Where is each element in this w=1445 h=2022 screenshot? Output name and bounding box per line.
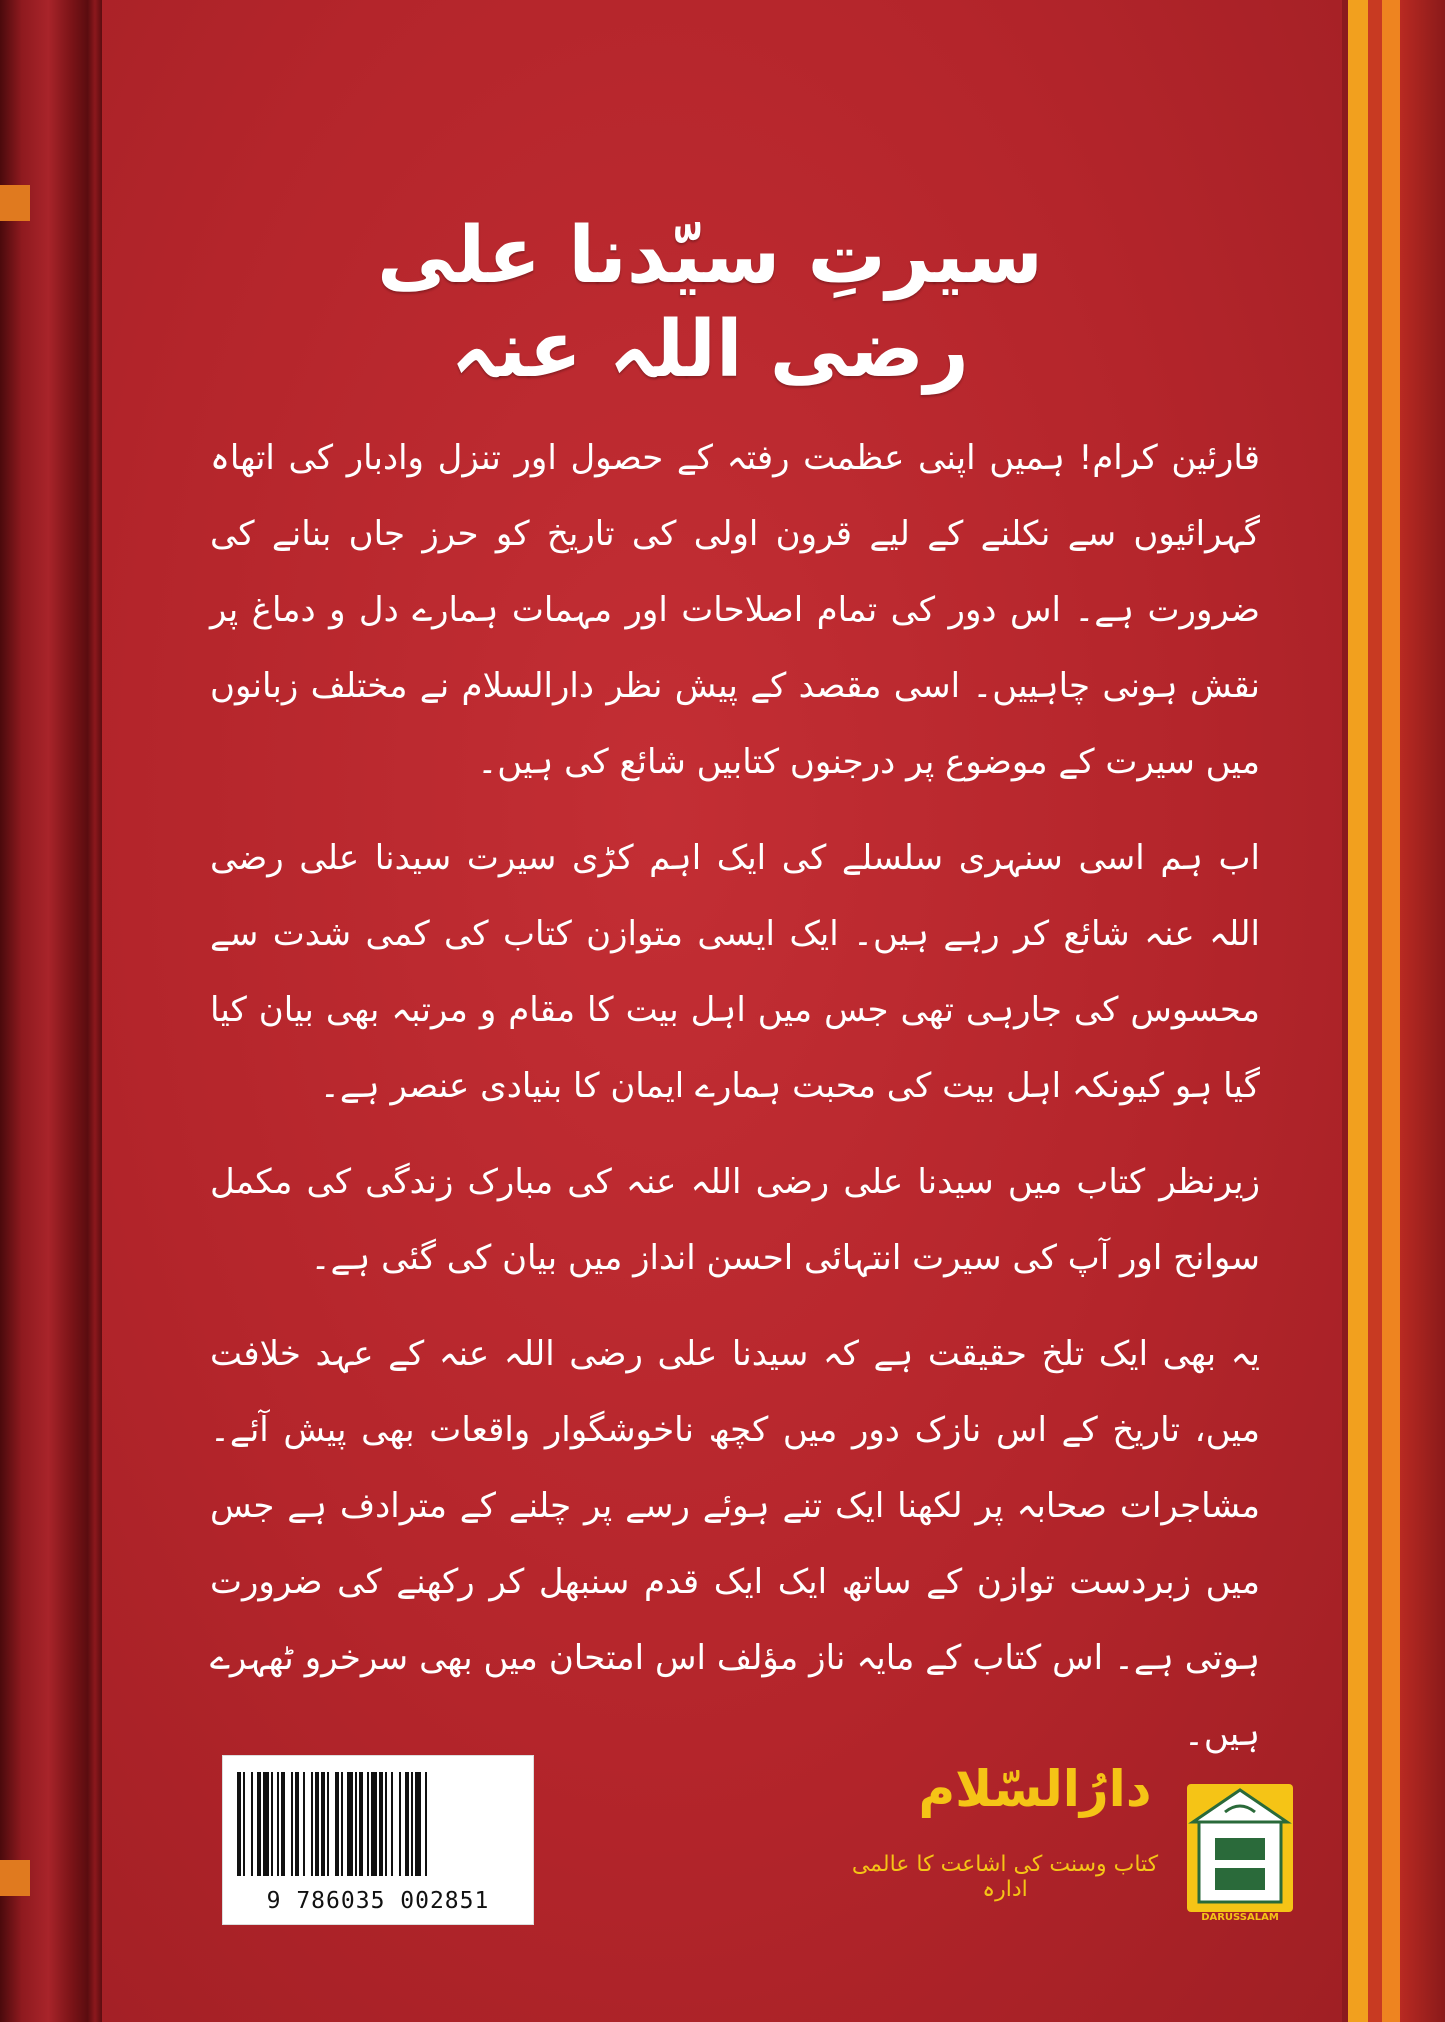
publisher-tagline: کتاب وسنت کی اشاعت کا عالمی ادارہ <box>851 1852 1159 1902</box>
barcode-bar <box>415 1772 421 1876</box>
book-spine <box>0 0 88 2022</box>
barcode-bar <box>335 1772 339 1876</box>
border-stripe <box>1368 0 1382 2022</box>
barcode-bar <box>251 1772 253 1876</box>
barcode-bar <box>303 1772 305 1876</box>
blurb-paragraph: زیرنظر کتاب میں سیدنا علی رضی اللہ عنہ کی مبارک زندگی کی مکمل سوانح اور آپ کی سیرت انتہائی احسن انداز میں بیان کی گئی ہے۔ <box>210 1162 1260 1278</box>
publisher-name: دارُالسّلام <box>918 1760 1152 1818</box>
barcode-bar <box>321 1772 325 1876</box>
border-stripe <box>1400 0 1445 2022</box>
publisher-logo-icon <box>1185 1782 1295 1914</box>
barcode-bar <box>347 1772 353 1876</box>
barcode-bar <box>405 1772 409 1876</box>
barcode-bar <box>257 1772 261 1876</box>
barcode-bar <box>341 1772 343 1876</box>
logo-label: DARUSSALAM <box>1201 1912 1279 1923</box>
isbn-barcode <box>222 1755 534 1925</box>
border-stripe <box>1382 0 1400 2022</box>
barcode-number: 9 786035 002851 <box>266 1888 490 1914</box>
barcode-bar <box>311 1772 313 1876</box>
blurb-paragraph: اب ہم اسی سنہری سلسلے کی ایک اہم کڑی سیرت سیدنا علی رضی اللہ عنہ شائع کر رہے ہیں۔ ایک ایسی متوازن کتاب کی کمی شدت سے محسوس کی جارہی تھی جس میں اہل بیت کا مقام و مرتبہ بھی بیان کیا گیا ہو کیونکہ اہل بیت کی محبت ہمارے ایمان کا بنیادی عنصر ہے۔ <box>210 838 1260 1106</box>
barcode-bar <box>243 1772 245 1876</box>
barcode-bar <box>295 1772 299 1876</box>
blurb-text <box>210 420 1260 1792</box>
barcode-bar <box>371 1772 377 1876</box>
barcode-bar <box>277 1772 279 1876</box>
barcode-bar <box>379 1772 383 1876</box>
barcode-bar <box>385 1772 387 1876</box>
barcode-bar <box>367 1772 369 1876</box>
spine-hinge <box>88 0 102 2022</box>
barcode-bar <box>271 1772 273 1876</box>
barcode-bar <box>411 1772 413 1876</box>
spine-band-bottom <box>0 1860 30 1896</box>
border-stripe <box>1348 0 1368 2022</box>
barcode-bar <box>355 1772 357 1876</box>
barcode-bar <box>399 1772 401 1876</box>
blurb-paragraph: قارئین کرام! ہمیں اپنی عظمت رفتہ کے حصول اور تنزل وادبار کی اتھاہ گہرائیوں سے نکلنے کے لیے قرون اولی کی تاریخ کو حرز جاں بنانے کی ضرورت ہے۔ اس دور کی تمام اصلاحات اور مہمات ہمارے دل و دماغ پر نقش ہونی چاہییں۔ اسی مقصد کے پیش نظر دارالسلام نے مختلف زبانوں میں سیرت کے موضوع پر درجنوں کتابیں شائع کی ہیں۔ <box>210 438 1260 782</box>
blurb-paragraph: یہ بھی ایک تلخ حقیقت ہے کہ سیدنا علی رضی اللہ عنہ کے عہد خلافت میں، تاریخ کے اس نازک دور میں کچھ ناخوشگوار واقعات بھی پیش آئے۔ مشاجرات صحابہ پر لکھنا ایک تنے ہوئے رسے پر چلنے کے مترادف ہے جس میں زبردست توازن کے ساتھ ایک ایک قدم سنبھل کر رکھنے کی ضرورت ہوتی ہے۔ اس کتاب کے مایہ ناز مؤلف اس امتحان میں بھی سرخرو ٹھہرے ہیں۔ <box>210 1334 1260 1754</box>
barcode-bar <box>391 1772 393 1876</box>
barcode-bar <box>281 1772 285 1876</box>
barcode-bar <box>425 1772 427 1876</box>
barcode-bar <box>237 1772 241 1876</box>
barcode-bar <box>359 1772 363 1876</box>
barcode-bar <box>327 1772 329 1876</box>
barcode-bar <box>315 1772 319 1876</box>
barcode-bar <box>291 1772 293 1876</box>
book-title: سیرتِ سیّدنا علی رضی اللہ عنہ <box>377 211 1043 395</box>
barcode-bars <box>237 1772 521 1876</box>
spine-band-top <box>0 185 30 221</box>
barcode-bar <box>263 1772 269 1876</box>
